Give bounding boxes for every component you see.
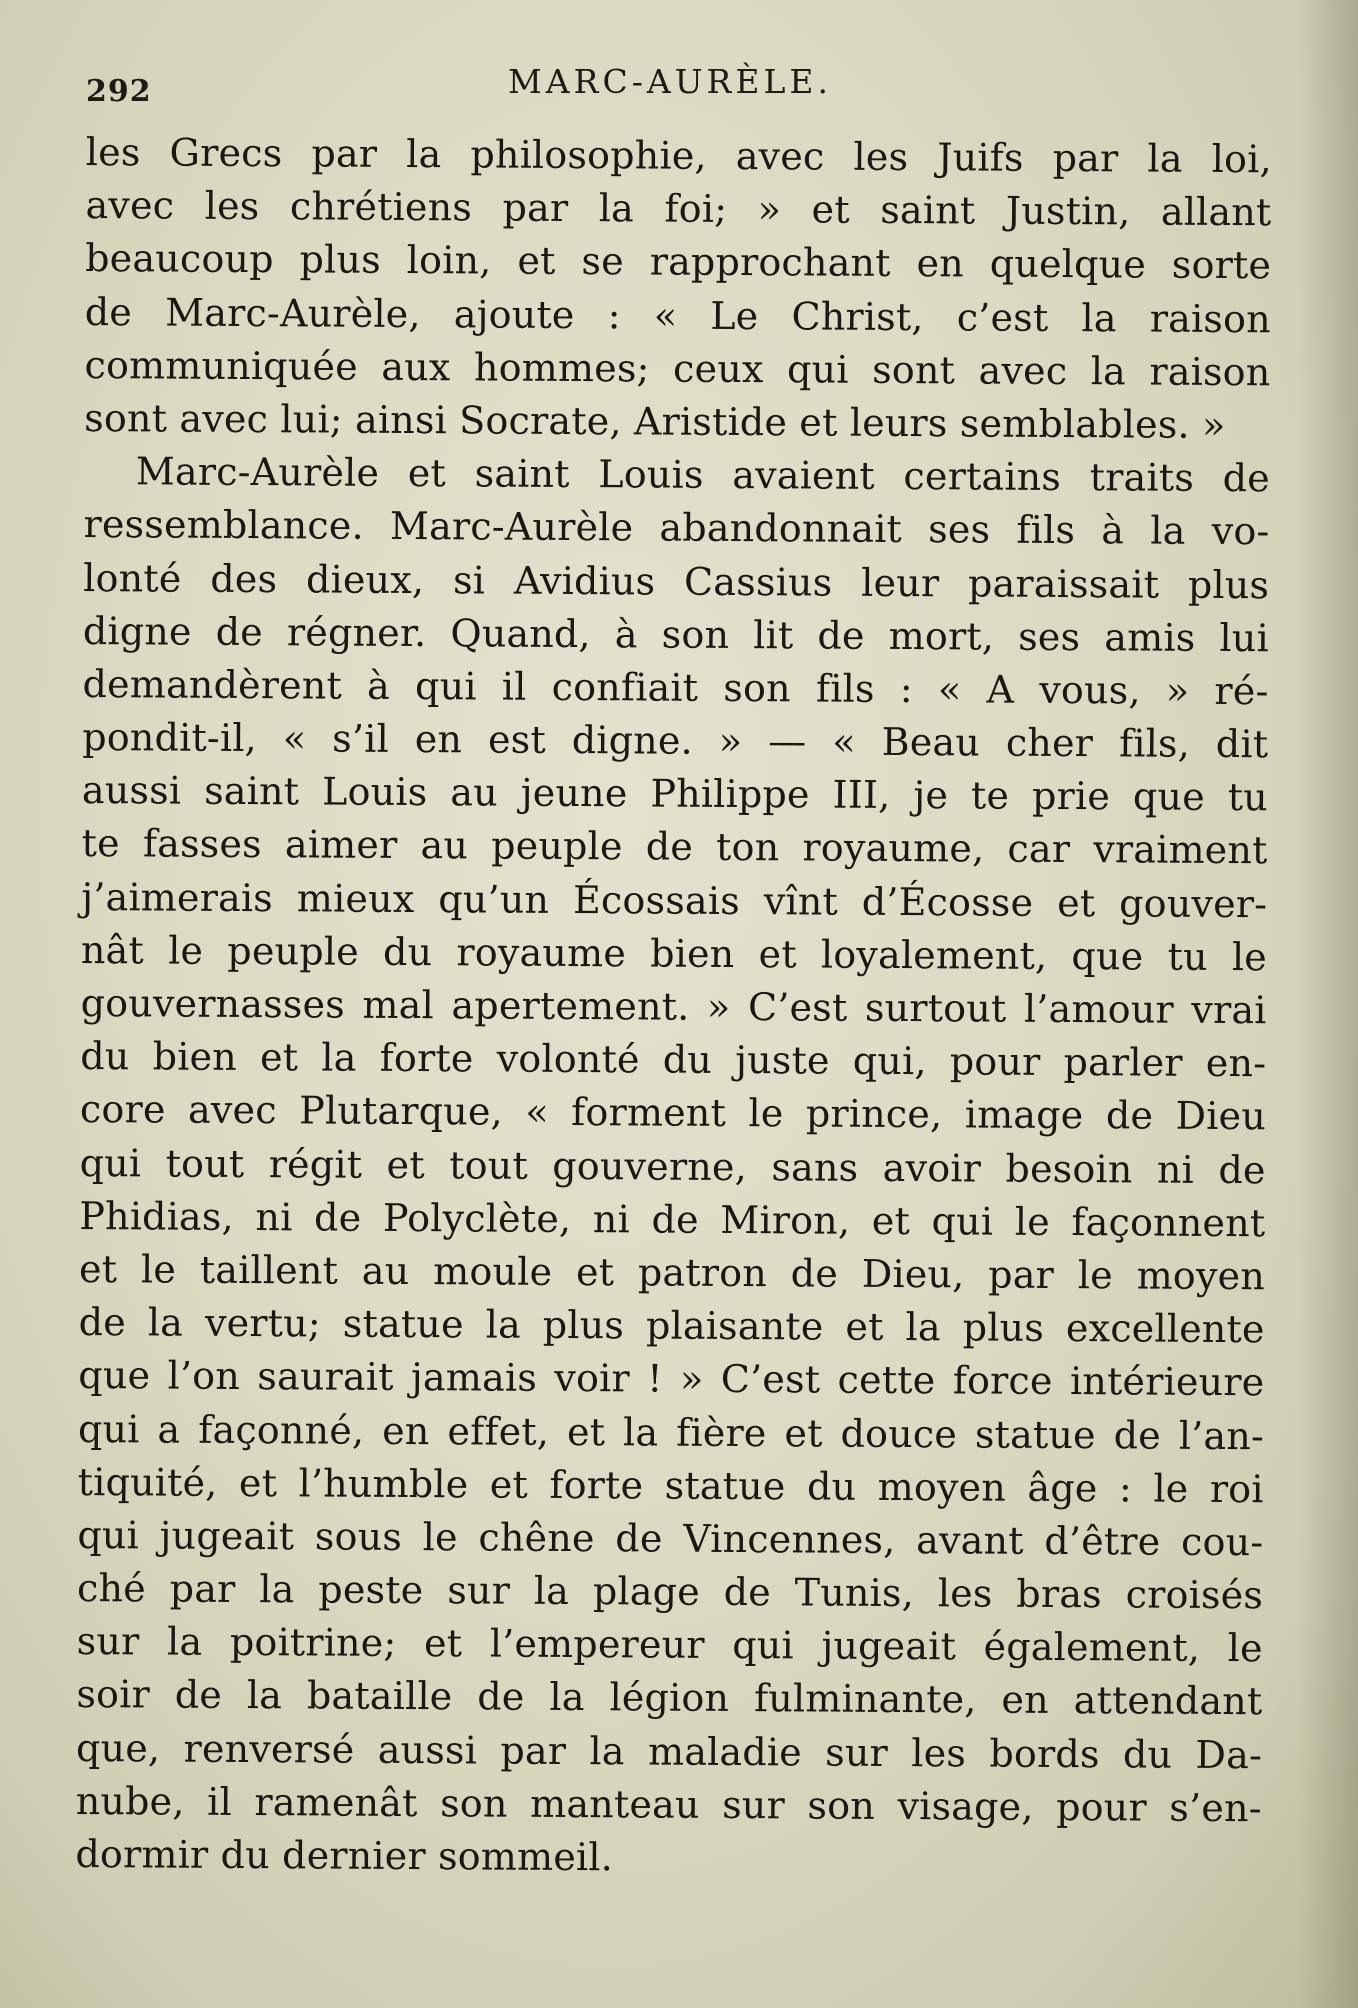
- text-line: de la vertu; statue la plus plaisante et la plus excellente: [78, 1300, 1265, 1352]
- text-line: beaucoup plus loin, et se rapprochant en quelque sorte: [85, 236, 1272, 288]
- running-title: MARC-AURÈLE.: [508, 62, 832, 101]
- text-line: sont avec lui; ainsi Socrate, Aristide et leurs semblables. »: [84, 395, 1226, 447]
- text-line: et le taillent au moule et patron de Dieu, par le moyen: [78, 1246, 1266, 1299]
- text-line: ché par la peste sur la plage de Tunis, les bras croisés: [76, 1566, 1264, 1618]
- text-line: les Grecs par la philosophie, avec les Juifs par la loi,: [85, 129, 1272, 182]
- text-line: soir de la bataille de la légion fulminante, en attendant: [76, 1672, 1263, 1724]
- text-line: demandèrent à qui il confiait son fils : « A vous, » ré-: [82, 661, 1269, 714]
- paragraph-2: [75, 445, 1270, 1888]
- text-line: avec les chrétiens par la foi; » et saint Justin, allant: [85, 183, 1272, 235]
- page-header: [0, 52, 1358, 112]
- text-line: gouvernasses mal apertement. » C’est surtout l’amour vrai: [80, 980, 1267, 1033]
- text-line: te fasses aimer au peuple de ton royaume, car vraiment: [81, 821, 1268, 873]
- text-line: que, renversé aussi par la maladie sur les bords du Da-: [75, 1725, 1263, 1777]
- text-line: du bien et la forte volonté du juste qui, pour parler en-: [80, 1034, 1267, 1086]
- text-line: dormir du dernier sommeil.: [75, 1831, 614, 1880]
- text-line: nube, il ramenât son manteau sur son visage, pour s’en-: [75, 1778, 1262, 1831]
- text-line: ressemblance. Marc-Aurèle abandonnait ses fils à la vo-: [83, 502, 1270, 554]
- text-line: core avec Plutarque, « forment le prince, image de Dieu: [79, 1087, 1267, 1139]
- text-line: communiquée aux hommes; ceux qui sont avec la raison: [84, 342, 1271, 394]
- page-edge-shadow: [1298, 0, 1358, 2008]
- text-line: j’aimerais mieux qu’un Écossais vînt d’Écosse et gouver-: [81, 874, 1268, 926]
- text-line: Phidias, ni de Polyclète, ni de Miron, et qui le façonnent: [79, 1193, 1266, 1245]
- text-line: qui a façonné, en effet, et la fière et douce statue de l’an-: [77, 1406, 1265, 1458]
- text-line: que l’on saurait jamais voir ! » C’est cette force intérieure: [78, 1353, 1265, 1405]
- text-line: qui jugeait sous le chêne de Vincennes, avant d’être cou-: [77, 1512, 1264, 1565]
- page-number: 292: [86, 74, 152, 109]
- text-line: lonté des dieux, si Avidius Cassius leur paraissait plus: [83, 555, 1270, 607]
- text-line: tiquité, et l’humble et forte statue du moyen âge : le roi: [77, 1459, 1264, 1511]
- text-line: sur la poitrine; et l’empereur qui jugeait également, le: [76, 1619, 1263, 1671]
- text-line: de Marc-Aurèle, ajoute : « Le Christ, c’est la raison: [84, 289, 1271, 341]
- paragraph-1: [84, 126, 1272, 452]
- text-line: pondit-il, « s’il en est digne. » — « Beau cher fils, dit: [82, 715, 1269, 767]
- text-line: digne de régner. Quand, à son lit de mort, ses amis lui: [82, 608, 1270, 660]
- text-line: aussi saint Louis au jeune Philippe III, je te prie que tu: [81, 768, 1269, 820]
- text-line: nât le peuple du royaume bien et loyalement, que tu le: [80, 927, 1268, 980]
- text-line: qui tout régit et tout gouverne, sans avoir besoin ni de: [79, 1140, 1266, 1192]
- text-line: Marc-Aurèle et saint Louis avaient certains traits de: [135, 449, 1271, 501]
- body-text: [75, 126, 1272, 1888]
